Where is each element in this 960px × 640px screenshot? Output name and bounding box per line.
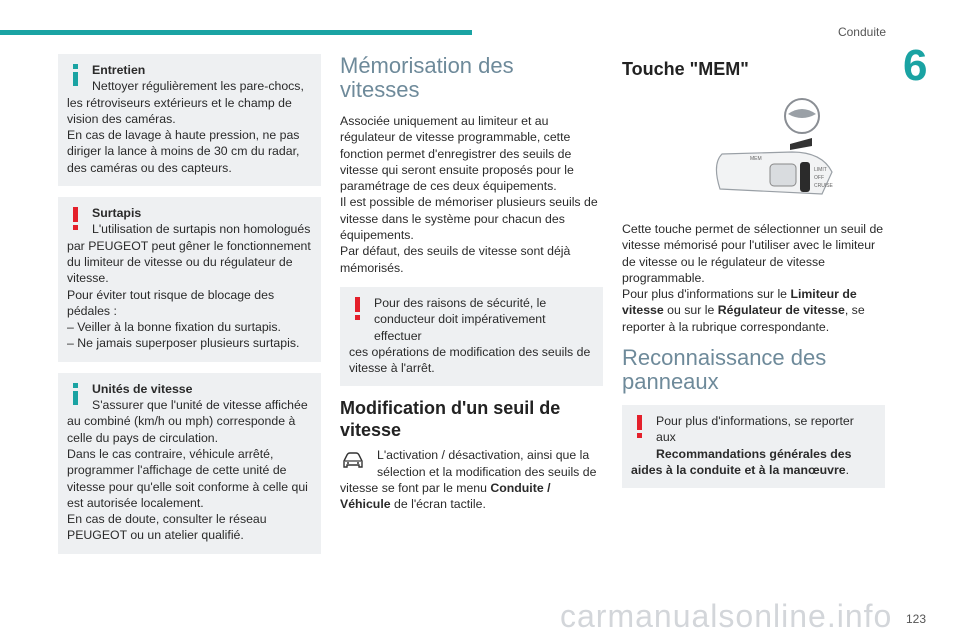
box-text-line: conducteur doit impérativement effectuer [374, 312, 546, 343]
box-text: En cas de lavage à haute pression, ne pas diriger la lance à moins de 30 cm du radar, des caméras ou des capteurs. [67, 128, 300, 175]
warning-box-surtapis [58, 197, 321, 362]
off-label: OFF [814, 175, 824, 181]
sub-heading: Touche "MEM" [622, 59, 749, 79]
mem-label: MEM [750, 156, 762, 162]
box-text: Pour éviter tout risque de blocage des pédales : [67, 287, 275, 318]
list-item: – Ne jamais superposer plusieurs surtapis. [67, 336, 300, 351]
limit-label: LIMIT [814, 167, 827, 173]
section-heading: Mémorisation des vitesses [340, 53, 514, 102]
sub-heading: Modification d'un seuil de vitesse [340, 398, 561, 441]
menu-paragraph: L'activation / désactivation, ainsi que la sélection et la modification des seuils de vitesse se font par le menu Conduite / Véhicule de l'écran tactile. [340, 448, 597, 512]
box-title: Unités de vitesse [92, 381, 193, 396]
mem-button-illustration [682, 94, 862, 204]
paragraph: Associée uniquement au limiteur et au régulateur de vitesse programmable, cette fonction permet d'enregistrer des seuils de vitesse qui seront ensuite proposés pour le paramétrage de ces deux équipements. Il est possible de mémoriser plusieurs seuils de vitesse dans le système pour chacun des équipements. Par défaut, des seuils de vitesse sont déjà mémorisés. [340, 114, 598, 275]
column-right [622, 54, 885, 499]
info-box-entretien [58, 54, 321, 186]
box-text-line: S'assurer que l'unité de vitesse affichée [92, 398, 308, 413]
box-text: ces opérations de modification des seuils de vitesse à l'arrêt. [349, 344, 591, 376]
car-icon [340, 449, 366, 471]
box-text: les rétroviseurs extérieurs et le champ de vision des caméras. [67, 95, 292, 126]
box-text: par PEUGEOT peut gêner le fonctionnement du limiteur de vitesse ou du régulateur de vitesse. [67, 238, 311, 286]
section-title: Conduite [837, 25, 886, 39]
box-text-line: Nettoyer régulièrement les pare-chocs, [92, 79, 304, 94]
warning-icon [351, 297, 365, 319]
cruise-label: CRUISE [814, 183, 833, 189]
box-text: Dans le cas contraire, véhicule arrêté, programmer l'affichage de cette unité de vitesse pour qu'elle soit conforme à celle qui est autorisée localement. [67, 446, 308, 510]
warning-icon [633, 415, 647, 437]
column-left [58, 54, 321, 565]
box-text: En cas de doute, consulter le réseau PEUGEOT ou un atelier qualifié. [67, 512, 267, 543]
column-middle [340, 54, 603, 513]
box-title: Entretien [92, 63, 146, 77]
info-icon [69, 64, 83, 86]
page-number: 123 [905, 612, 926, 626]
paragraph: Cette touche permet de sélectionner un seuil de vitesse mémorisé pour l'utiliser avec le limiteur de vitesse ou le régulateur de vitesse programmable. Pour plus d'informations sur le Limiteur de vitesse ou sur le Régulateur de vitesse, se reporter à la rubrique correspondante. [622, 222, 884, 334]
watermark: carmanualsonline.info [560, 598, 893, 634]
list-item: – Veiller à la bonne fixation du surtapis. [67, 320, 281, 335]
info-box-unites [58, 373, 321, 554]
warning-box-panneaux: Pour plus d'informations, se reporter aux Recommandations générales des aides à la conduite et à la manœuvre. [622, 405, 885, 488]
box-title: Surtapis [92, 206, 142, 221]
warning-box-securite [340, 287, 603, 386]
section-heading: Reconnaissance des panneaux [622, 345, 827, 395]
chapter-number: 6 [903, 41, 928, 90]
top-bar [0, 30, 472, 35]
box-text-line: L'utilisation de surtapis non homologués [92, 222, 311, 237]
info-icon [69, 383, 83, 405]
warning-icon [69, 207, 83, 229]
box-text-line: Pour des raisons de sécurité, le [374, 295, 547, 310]
box-text: au combiné (km/h ou mph) corresponde à celle du pays de circulation. [67, 414, 296, 445]
